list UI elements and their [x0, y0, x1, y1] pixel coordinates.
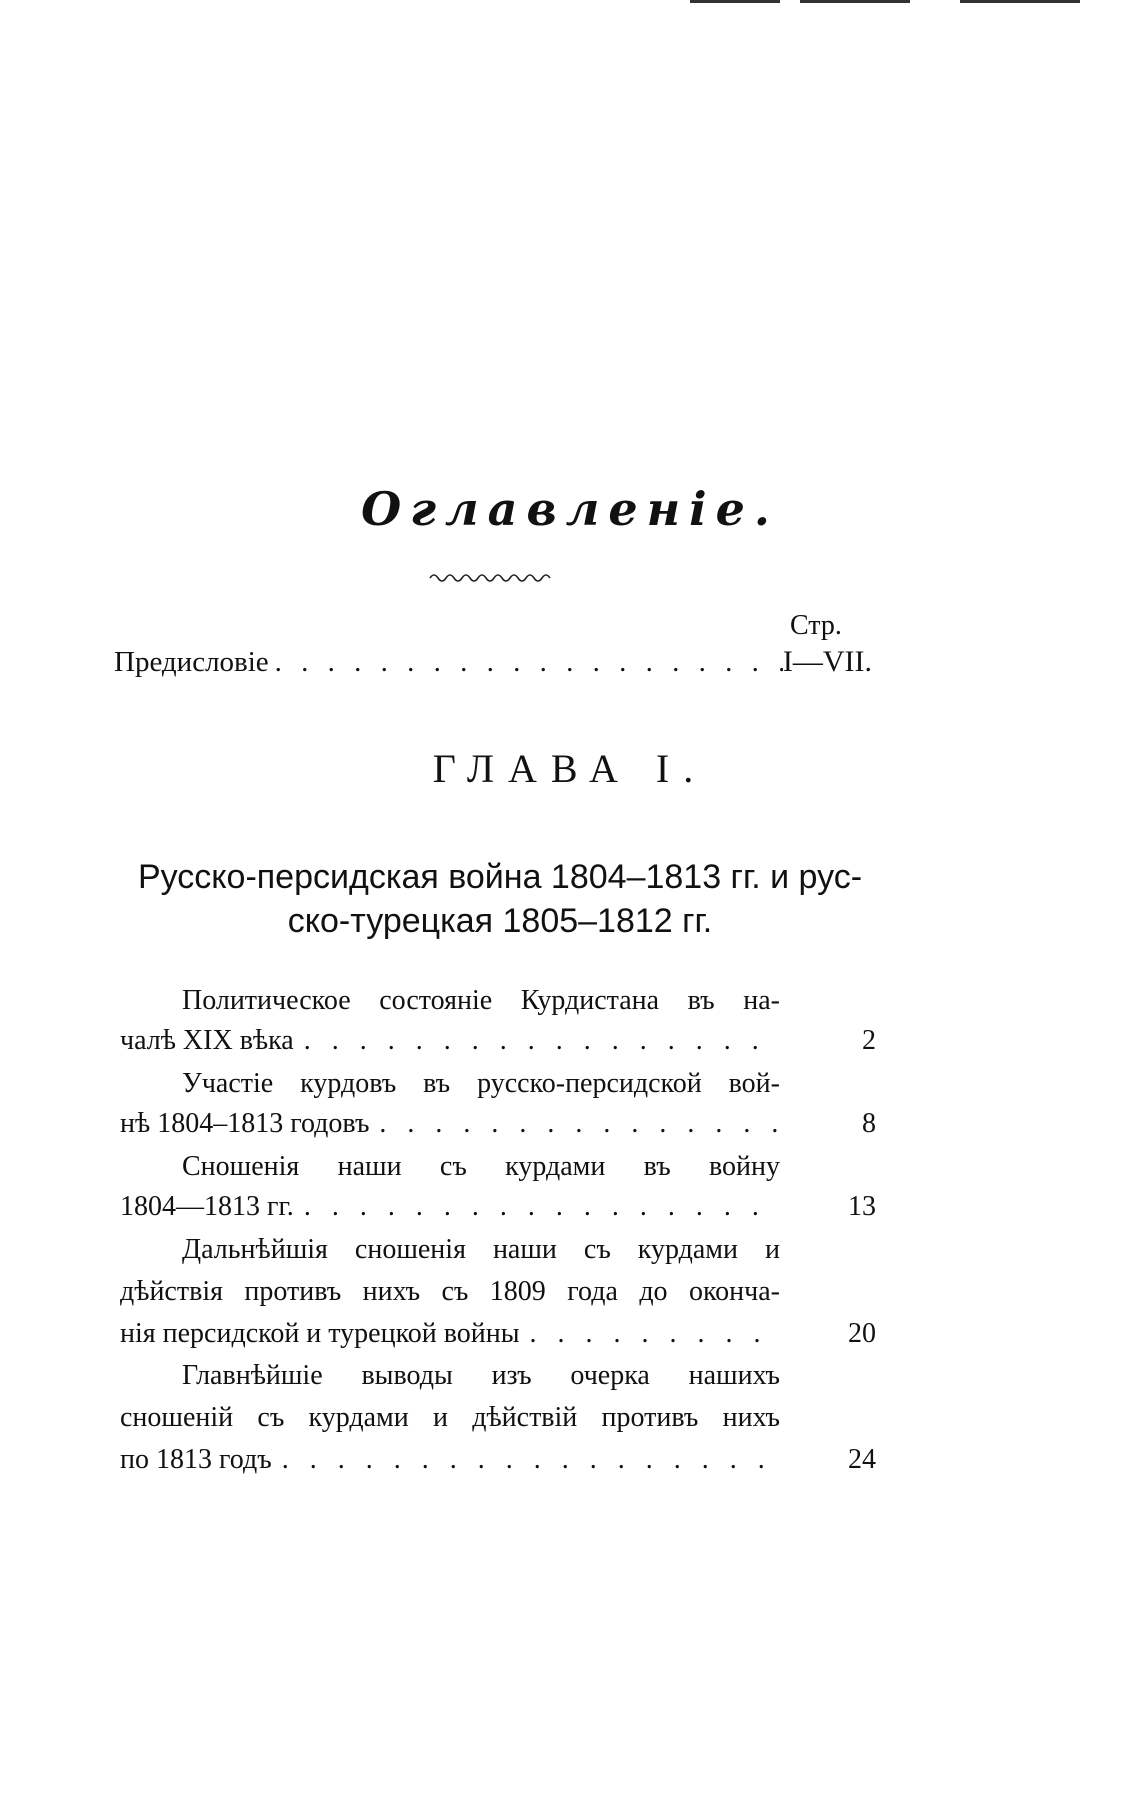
top-rule [690, 0, 780, 3]
toc-entry-line: по 1813 годъ . . . [120, 1444, 780, 1476]
toc-page-number: 8 [862, 1108, 876, 1139]
toc-page-number: 20 [848, 1318, 876, 1349]
chapter-heading: ГЛАВА I. [432, 746, 708, 791]
subtitle-line: ско-турецкая 1805–1812 гг. [287, 902, 713, 940]
leader-dots [269, 646, 783, 679]
toc-entry-line: дѣйствія противъ нихъ съ 1809 года до оконча- [120, 1276, 780, 1307]
preface-entry [114, 645, 872, 679]
subtitle-line: Русско-персидская война 1804–1813 гг. и рус- [137, 858, 863, 896]
toc-entry-line: Главнѣйшіе выводы изъ очерка нашихъ [182, 1360, 780, 1391]
wavy-ornament [428, 570, 558, 586]
leader-dots [272, 1444, 780, 1476]
toc-entry-line: 1804—1813 гг. . . . [120, 1191, 780, 1223]
page-column-header: Стр. [790, 610, 842, 641]
toc-entry-line: Сношенія наши съ курдами въ войну [182, 1151, 780, 1182]
preface-label: Предисловіе [114, 646, 269, 678]
toc-page-number: 2 [862, 1025, 876, 1056]
top-rule [800, 0, 910, 3]
leader-dots [369, 1108, 780, 1140]
leader-dots [294, 1025, 780, 1057]
leader-dots [520, 1318, 780, 1350]
chapter-subtitle [110, 855, 890, 943]
toc-entry-line: Участіе курдовъ въ русско-персидской вой- [182, 1068, 780, 1099]
toc-entry-line: сношеній съ курдами и дѣйствій противъ нихъ [120, 1402, 780, 1433]
toc-page-number: 24 [848, 1444, 876, 1475]
toc-entry-line: нѣ 1804–1813 годовъ . . . [120, 1108, 780, 1140]
toc-entry-line: чалѣ XIX вѣка . . . [120, 1025, 780, 1057]
toc-entry-line: нія персидской и турецкой войны . . . [120, 1318, 780, 1350]
toc-entry-line: Политическое состояніе Курдистана въ на- [182, 985, 780, 1016]
preface-pages: I—VII. [782, 645, 872, 678]
toc-entry-line: Дальнѣйшія сношенія наши съ курдами и [182, 1234, 780, 1265]
toc-page-number: 13 [848, 1191, 876, 1222]
leader-dots [294, 1191, 780, 1223]
page-title: Оглавленіе. [361, 482, 779, 536]
top-rule [960, 0, 1080, 3]
